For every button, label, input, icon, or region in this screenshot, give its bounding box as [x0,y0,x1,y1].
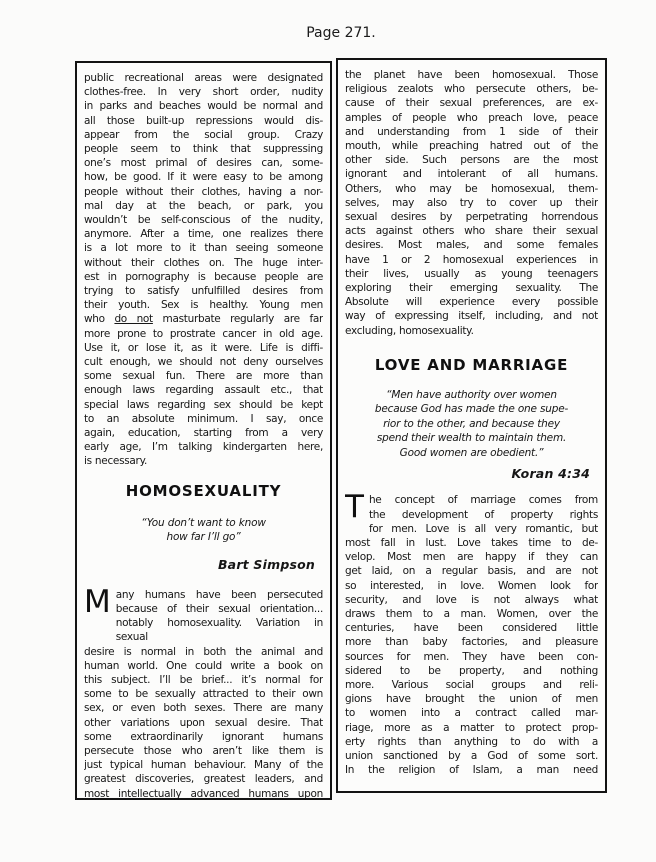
quote-attribution-bart-simpson: Bart Simpson [217,556,315,572]
text-line: union sanctioned by a God of some sort. [345,750,598,763]
text-line: Good women are obedient.” [399,446,544,459]
text-line: centuries, have been considered little [345,622,598,635]
paragraph-zealots [345,68,598,338]
text-line: because of their sexual orientation... [115,602,323,615]
text-line: security, and love is not always what [345,593,598,606]
text-line: Use it, or lose it, as it were. Life is diffi- [84,341,323,354]
text-line: “Men have authority over women [386,388,557,401]
section-heading-homosexuality: HOMOSEXUALITY [125,481,282,500]
text-line: Others, who may be homosexual, them- [345,182,598,195]
page-number: Page 271. [306,25,376,41]
text-line: just typical human behaviour. Many of the [84,759,323,772]
quote-koran [345,388,598,461]
text-line: more than baby factories, and pleasure [345,636,598,649]
text-line: excluding, homosexuality. [345,324,474,337]
text-line: who do not masturbate regularly are far [84,313,323,326]
drop-cap-t: T [345,493,364,526]
text-line: some extraordinarily ignorant humans [84,730,323,743]
text-line: desires. Most males, and some females [345,239,598,252]
text-line: public recreational areas were designated [84,72,323,84]
text-line: riage, more as a matter to protect prop- [345,721,598,734]
text-line: enough laws regarding assault etc., that [84,384,323,397]
text-line: early age, I’m talking kindergarten here, [84,441,323,454]
text-line: is necessary. [84,455,148,468]
text-line: sexual desires by perpetrating horrendous [345,211,598,224]
text-line: is a lot more to it than seeing someone [84,242,323,255]
text-line: this subject. I’ll be brief... it’s normal for [84,673,323,686]
text-line: mal day at the beach, or park, you [84,199,323,212]
text-line: sex, or even both sexes. There are many [84,702,323,715]
text-line: erty rights than anything to do with a [345,735,598,748]
text-line: more prone to prostrate cancer in old age. [84,327,323,340]
right-column [336,58,607,793]
text-line: one’s most primal of desires can, some- [84,157,323,170]
text-line: he concept of marriage comes from [368,494,598,507]
quote-attribution-koran: Koran 4:34 [511,466,590,482]
text-line: gions have brought the union of men [345,693,598,706]
text-line: In the religion of Islam, a man need [345,764,598,777]
text-line: draws them to a man. Women, over the [345,607,598,620]
text-line: people without their clothes, having a nor- [84,185,323,198]
text-line: most intellectually advanced humans upon [84,787,323,800]
text-line: desire is normal in both the animal and [84,645,323,658]
text-line: ignorant and intolerant of all humans. [345,168,598,181]
text-line: other variations upon sexual desire. That [84,716,323,729]
text-line: religious zealots who persecute others, be- [345,83,598,96]
text-line: and understanding from 1 side of their [345,125,598,138]
text-line: clothes-free. In very short order, nudity [84,86,323,99]
text-line: how far I’ll go” [166,531,241,544]
text-line: other side. Such persons are the most [345,154,598,167]
text-line: sources for men. They have been con- [345,650,598,663]
text-line: acts against others who share their sexual [345,225,598,238]
text-line: to an absolute minimum. I say, once [84,412,323,425]
text-line: trying to satisfy unfulfilled desires from [84,285,323,298]
text-line: people seem to think that suppressing [84,143,323,156]
text-line: their lives, usually as young teenagers [345,267,598,280]
text-line: anymore. After a time, one realizes there [84,228,323,241]
quote-bart-simpson [84,516,323,545]
left-column [75,61,332,800]
text-line: rior to the other, and because they [383,417,560,430]
text-line: how, be good. If it were easy to be among [84,171,323,184]
text-line: human world. One could write a book on [84,659,323,672]
text-line: all those built-up repressions would dis- [84,114,323,127]
text-line: velop. Most men are happy if they can [345,551,598,564]
text-line: est in pornography is because people are [84,270,323,283]
text-line: the planet have been homosexual. Those [345,69,598,81]
text-line: cause of their sexual preferences, are ex- [345,97,598,110]
text-line: most fall in lust. Love takes time to de- [345,536,598,549]
text-line: cult enough, we should not deny ourselves [84,356,323,369]
paragraph-persecution [84,588,323,800]
text-line: amples of people who preach love, peace [345,111,598,124]
text-line: because God has made the one supe- [374,403,569,416]
text-line: in parks and beaches would be normal and [84,100,323,113]
text-line: some to be sexually attracted to their own [84,688,323,701]
text-line: without their clothes on. The huge inter- [84,256,323,269]
text-line: wouldn’t be self-conscious of the nudity, [84,214,323,227]
text-line: again, education, starting from a very [84,427,323,440]
paragraph-nudity [84,71,323,469]
text-line: “You don’t want to know [141,516,266,529]
text-line: greatest discoveries, greatest leaders, and [84,773,323,786]
text-line: to women into a contract called mar- [345,707,598,720]
drop-cap-m: M [84,587,111,620]
text-line: their youth. Sex is healthy. Young men [84,299,323,312]
text-line: have 1 or 2 homosexual experiences in [345,253,598,266]
text-line: appear from the social group. Crazy [84,128,323,141]
paragraph-marriage [345,493,598,777]
page-body [75,58,607,800]
text-line: some sexual fun. There are more than [84,370,323,383]
text-line: spend their wealth to maintain them. [376,432,567,445]
text-line: so interested, in love. Women look for [345,579,598,592]
text-line: any humans have been persecuted [115,588,323,601]
text-line: persecute those who aren’t like them is [84,744,323,757]
text-line: mouth, while preaching hatred out of the [345,140,598,153]
text-line: special laws regarding sex should be kept [84,398,323,411]
text-line: get laid, on a regular basis, and are not [345,565,598,578]
text-line: selves, may also try to cover up their [345,196,598,209]
section-heading-love-and-marriage: LOVE AND MARRIAGE [374,355,569,374]
text-line: the development of property rights [368,508,598,521]
text-line: notably homosexuality. Variation in sexual [115,617,323,644]
text-line: for men. Love is all very romantic, but [368,522,598,535]
text-line: sidered to be property, and nothing [345,664,598,677]
text-line: Absolute will experience every possible [345,296,598,309]
text-line: way of expressing itself, including, and not [345,310,598,323]
text-line: more. Various social groups and reli- [345,679,598,691]
text-line: exploring their emerging sexuality. The [345,282,598,295]
